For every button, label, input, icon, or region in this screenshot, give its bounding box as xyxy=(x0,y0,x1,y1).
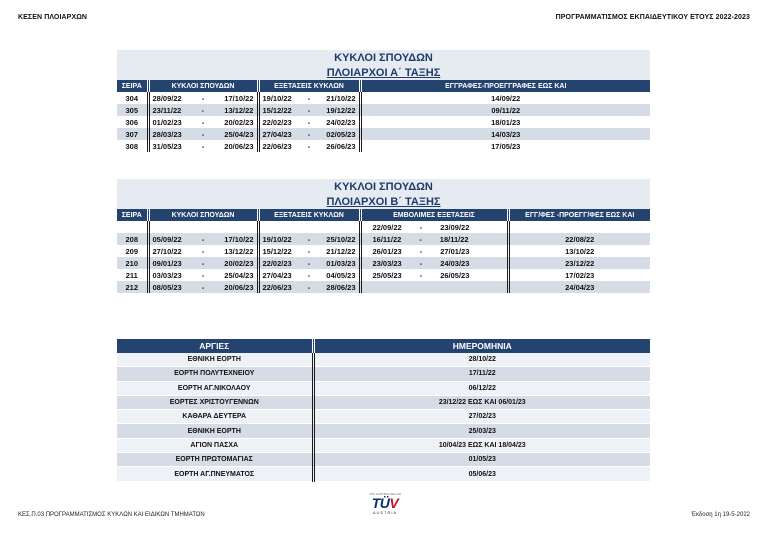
eggrafes-value: 24/04/23 xyxy=(565,282,595,292)
range-dash: - xyxy=(419,258,423,268)
emvolimes-cell-from: 23/03/23 xyxy=(372,258,402,268)
exetaseis-cell xyxy=(258,221,360,233)
seira-cell xyxy=(117,269,148,281)
seira-cell xyxy=(117,257,148,269)
eggrafes-value: 18/01/23 xyxy=(491,117,521,127)
exetaseis-cell-to: 19/12/22 xyxy=(326,105,356,115)
eggrafes-value: 09/11/22 xyxy=(491,105,521,115)
eggrafes-value: 22/08/22 xyxy=(565,234,595,244)
col-seira: ΣΕΙΡΑ xyxy=(117,80,148,92)
exetaseis-cell-from: 15/12/22 xyxy=(262,246,292,256)
eggrafes-cell xyxy=(508,221,650,233)
seira-value: 211 xyxy=(125,270,138,280)
seira-value: 307 xyxy=(125,129,138,139)
exetaseis-cell-to: 02/05/23 xyxy=(326,129,356,139)
kykloi-cell-to: 17/10/22 xyxy=(224,93,254,103)
seira-cell xyxy=(117,104,148,116)
exetaseis-cell-from: 22/06/23 xyxy=(262,141,292,151)
eggrafes-cell xyxy=(508,257,650,269)
kykloi-cell-from: 08/05/23 xyxy=(152,282,182,292)
eggrafes-cell xyxy=(360,116,650,128)
seira-cell xyxy=(117,116,148,128)
exetaseis-cell xyxy=(258,104,360,116)
range-dash: - xyxy=(201,129,205,139)
exetaseis-cell-to: 25/10/22 xyxy=(326,234,356,244)
kykloi-cell-from: 03/03/23 xyxy=(152,270,182,280)
holiday-date-cell xyxy=(313,367,650,381)
table-row xyxy=(117,245,650,257)
col-kykloi: ΚΥΚΛΟΙ ΣΠΟΥΔΩΝ xyxy=(148,80,258,92)
section-b xyxy=(117,179,650,293)
eggrafes-value: 23/12/22 xyxy=(565,258,595,268)
col-seira: ΣΕΙΡΑ xyxy=(117,209,148,221)
kykloi-cell-from: 31/05/23 xyxy=(152,141,182,151)
holiday-name: ΚΑΘΑΡΑ ΔΕΥΤΕΡΑ xyxy=(182,413,247,421)
kykloi-cell xyxy=(148,128,258,140)
section-b-title: ΚΥΚΛΟΙ ΣΠΟΥΔΩΝ xyxy=(334,181,433,193)
seira-value: 304 xyxy=(125,93,138,103)
holiday-date: 01/05/23 xyxy=(468,456,496,464)
range-dash: - xyxy=(307,105,311,115)
holiday-name: ΕΘΝΙΚΗ ΕΟΡΤΗ xyxy=(187,427,241,435)
kykloi-cell-to: 25/04/23 xyxy=(224,270,254,280)
holiday-date-cell xyxy=(313,395,650,409)
exetaseis-cell-from: 22/02/23 xyxy=(262,117,292,127)
kykloi-cell xyxy=(148,233,258,245)
holiday-date: 23/12/22 ΕΩΣ ΚΑΙ 06/01/23 xyxy=(438,399,526,407)
exetaseis-cell xyxy=(258,128,360,140)
seira-value: 308 xyxy=(125,141,138,151)
holiday-name-cell xyxy=(117,438,313,452)
exetaseis-cell-to: 24/02/23 xyxy=(326,117,356,127)
holiday-date: 10/04/23 ΕΩΣ ΚΑΙ 18/04/23 xyxy=(438,441,526,449)
emvolimes-cell xyxy=(360,233,508,245)
holiday-row xyxy=(117,395,650,409)
section-b-table xyxy=(117,209,650,293)
table-row xyxy=(117,128,650,140)
eggrafes-value: 17/02/23 xyxy=(565,270,595,280)
range-dash: - xyxy=(307,234,311,244)
range-dash: - xyxy=(201,270,205,280)
emvolimes-cell xyxy=(360,281,508,293)
kykloi-cell-from: 23/11/22 xyxy=(152,105,182,115)
col-eggrafes: ΕΓΓΡΑΦΕΣ-ΠΡΟΕΓΓΡΑΦΕΣ ΕΩΣ ΚΑΙ xyxy=(360,80,650,92)
section-a-table xyxy=(117,80,650,152)
eggrafes-cell xyxy=(360,104,650,116)
exetaseis-cell-from: 22/02/23 xyxy=(262,258,292,268)
eggrafes-cell xyxy=(360,92,650,104)
range-dash: - xyxy=(307,246,311,256)
kykloi-cell-from: 27/10/22 xyxy=(152,246,182,256)
holiday-date-cell xyxy=(313,438,650,452)
emvolimes-cell-from: 22/09/22 xyxy=(372,222,402,232)
table-row xyxy=(117,269,650,281)
kykloi-cell-to: 20/02/23 xyxy=(224,117,254,127)
range-dash: - xyxy=(201,105,205,115)
exetaseis-cell-from: 19/10/22 xyxy=(262,234,292,244)
holidays-table xyxy=(117,339,650,482)
exetaseis-cell xyxy=(258,140,360,152)
section-a xyxy=(117,50,650,152)
eggrafes-cell xyxy=(508,245,650,257)
eggrafes-value: 13/10/22 xyxy=(565,246,595,256)
exetaseis-cell xyxy=(258,269,360,281)
holiday-name-cell xyxy=(117,453,313,467)
col-eggrafes: ΕΓΓ/ΦΕΣ -ΠΡΟΕΓΓ/ΦΕΣ ΕΩΣ ΚΑΙ xyxy=(508,209,650,221)
seira-value: 306 xyxy=(125,117,138,127)
holiday-date: 05/06/23 xyxy=(468,470,496,478)
range-dash: - xyxy=(307,141,311,151)
holiday-name: ΕΘΝΙΚΗ ΕΟΡΤΗ xyxy=(187,356,241,364)
range-dash: - xyxy=(419,222,423,232)
emvolimes-cell-to: 24/03/23 xyxy=(440,258,470,268)
exetaseis-cell xyxy=(258,233,360,245)
range-dash: - xyxy=(201,234,205,244)
kykloi-cell xyxy=(148,269,258,281)
logo-small-text: TÜV AUSTRIA HELLAS xyxy=(369,492,401,496)
holiday-date-cell xyxy=(313,424,650,438)
exetaseis-cell-to: 04/05/23 xyxy=(326,270,356,280)
holiday-date: 27/02/23 xyxy=(468,413,496,421)
range-dash: - xyxy=(201,246,205,256)
section-a-title: ΚΥΚΛΟΙ ΣΠΟΥΔΩΝ xyxy=(334,52,433,64)
emvolimes-cell-to: 27/01/23 xyxy=(440,246,470,256)
holiday-name: ΕΟΡΤΗ ΠΡΩΤΟΜΑΓΙΑΣ xyxy=(175,456,253,464)
holiday-row xyxy=(117,438,650,452)
emvolimes-cell xyxy=(360,245,508,257)
exetaseis-cell xyxy=(258,281,360,293)
section-b-title-band xyxy=(117,179,650,209)
exetaseis-cell-to: 21/10/22 xyxy=(326,93,356,103)
exetaseis-cell-to: 26/06/23 xyxy=(326,141,356,151)
seira-value: 209 xyxy=(125,246,138,256)
range-dash: - xyxy=(201,258,205,268)
holiday-name-cell xyxy=(117,424,313,438)
holiday-row xyxy=(117,467,650,481)
range-dash: - xyxy=(307,93,311,103)
kykloi-cell-to: 17/10/22 xyxy=(224,234,254,244)
logo-mark: TÜV xyxy=(371,495,399,511)
holiday-date: 06/12/22 xyxy=(468,384,496,392)
holiday-name-cell xyxy=(117,367,313,381)
range-dash: - xyxy=(201,282,205,292)
exetaseis-cell-from: 19/10/22 xyxy=(262,93,292,103)
table-row xyxy=(117,281,650,293)
holiday-date-cell xyxy=(313,467,650,481)
exetaseis-cell xyxy=(258,92,360,104)
eggrafes-cell xyxy=(508,233,650,245)
footer-left: ΚΕΣ.Π.03 ΠΡΟΓΡΑΜΜΑΤΙΣΜΟΣ ΚΥΚΛΩΝ ΚΑΙ ΕΙΔΙΚΩΝ ΤΜΗΜΑΤΩΝ xyxy=(18,512,205,518)
kykloi-cell xyxy=(148,281,258,293)
table-row xyxy=(117,140,650,152)
table-row xyxy=(117,104,650,116)
range-dash: - xyxy=(201,117,205,127)
header-right: ΠΡΟΓΡΑΜΜΑΤΙΣΜΟΣ ΕΚΠΑΙΔΕΥΤΙΚΟΥ ΕΤΟΥΣ 2022-2023 xyxy=(555,14,750,21)
holiday-date-cell xyxy=(313,453,650,467)
exetaseis-cell-from: 15/12/22 xyxy=(262,105,292,115)
exetaseis-cell-to: 01/03/23 xyxy=(326,258,356,268)
range-dash: - xyxy=(201,93,205,103)
range-dash: - xyxy=(307,270,311,280)
section-a-title-band xyxy=(117,50,650,80)
holiday-name-cell xyxy=(117,467,313,481)
holiday-name-cell xyxy=(117,410,313,424)
exetaseis-cell-from: 27/04/23 xyxy=(262,129,292,139)
kykloi-cell-to: 20/02/23 xyxy=(224,258,254,268)
eggrafes-cell xyxy=(360,128,650,140)
seira-value: 212 xyxy=(125,282,138,292)
kykloi-cell xyxy=(148,245,258,257)
seira-cell xyxy=(117,233,148,245)
kykloi-cell-from: 28/03/23 xyxy=(152,129,182,139)
range-dash: - xyxy=(201,141,205,151)
holiday-date-cell xyxy=(313,353,650,367)
holiday-row xyxy=(117,381,650,395)
holiday-row xyxy=(117,353,650,367)
table-row xyxy=(117,257,650,269)
kykloi-cell-from: 28/09/22 xyxy=(152,93,182,103)
emvolimes-cell xyxy=(360,257,508,269)
emvolimes-cell xyxy=(360,269,508,281)
holiday-name-cell xyxy=(117,395,313,409)
kykloi-cell-to: 20/06/23 xyxy=(224,282,254,292)
seira-value: 210 xyxy=(125,258,138,268)
holiday-date: 25/03/23 xyxy=(468,427,496,435)
emvolimes-cell xyxy=(360,221,508,233)
exetaseis-cell-to: 21/12/22 xyxy=(326,246,356,256)
kykloi-cell-from: 01/02/23 xyxy=(152,117,182,127)
col-imerominia: ΗΜΕΡΟΜΗΝΙΑ xyxy=(313,339,650,353)
kykloi-cell-to: 25/04/23 xyxy=(224,129,254,139)
seira-cell xyxy=(117,245,148,257)
section-b-subtitle: ΠΛΟΙΑΡΧΟΙ Β΄ ΤΑΞΗΣ xyxy=(326,196,441,208)
kykloi-cell xyxy=(148,104,258,116)
holiday-row xyxy=(117,367,650,381)
seira-value: 208 xyxy=(125,234,138,244)
kykloi-cell-to: 13/12/22 xyxy=(224,105,254,115)
kykloi-cell-from: 09/01/23 xyxy=(152,258,182,268)
col-exetaseis: ΕΞΕΤΑΣΕΙΣ ΚΥΚΛΩΝ xyxy=(258,80,360,92)
holiday-name: ΕΟΡΤΕΣ ΧΡΙΣΤΟΥΓΕΝΝΩΝ xyxy=(169,399,259,407)
exetaseis-cell-from: 22/06/23 xyxy=(262,282,292,292)
holiday-name: ΕΟΡΤΗ ΑΓ.ΠΝΕΥΜΑΤΟΣ xyxy=(174,470,255,478)
seira-value: 305 xyxy=(125,105,138,115)
holiday-date-cell xyxy=(313,381,650,395)
range-dash: - xyxy=(307,282,311,292)
holiday-name: ΑΓΙΟΝ ΠΑΣΧΑ xyxy=(190,441,239,449)
holiday-row xyxy=(117,424,650,438)
table-row xyxy=(117,221,650,233)
col-argies: ΑΡΓΙΕΣ xyxy=(117,339,313,353)
emvolimes-cell-to: 18/11/22 xyxy=(439,234,469,244)
holiday-name-cell xyxy=(117,353,313,367)
eggrafes-cell xyxy=(508,269,650,281)
holiday-name: ΕΟΡΤΗ ΑΓ.ΝΙΚΟΛΑΟΥ xyxy=(177,384,251,392)
seira-cell xyxy=(117,140,148,152)
eggrafes-value: 17/05/23 xyxy=(491,141,521,151)
seira-cell xyxy=(117,221,148,233)
kykloi-cell-from: 05/09/22 xyxy=(152,234,182,244)
emvolimes-cell-from: 25/05/23 xyxy=(372,270,402,280)
section-a-subtitle: ΠΛΟΙΑΡΧΟΙ Α΄ ΤΑΞΗΣ xyxy=(326,67,441,79)
eggrafes-cell xyxy=(508,281,650,293)
table-row xyxy=(117,116,650,128)
tuv-austria-logo xyxy=(366,492,404,524)
range-dash: - xyxy=(419,234,422,244)
emvolimes-cell-from: 16/11/22 xyxy=(372,234,402,244)
range-dash: - xyxy=(307,129,311,139)
exetaseis-cell xyxy=(258,245,360,257)
holiday-date-cell xyxy=(313,410,650,424)
holiday-name-cell xyxy=(117,381,313,395)
eggrafes-value: 14/09/22 xyxy=(491,93,521,103)
kykloi-cell xyxy=(148,116,258,128)
col-emvolimes: ΕΜΒΟΛΙΜΕΣ ΕΞΕΤΑΣΕΙΣ xyxy=(360,209,508,221)
logo-sub-text: AUSTRIA xyxy=(372,510,398,515)
seira-cell xyxy=(117,92,148,104)
exetaseis-cell-from: 27/04/23 xyxy=(262,270,292,280)
kykloi-cell xyxy=(148,140,258,152)
kykloi-cell xyxy=(148,92,258,104)
range-dash: - xyxy=(307,258,311,268)
table-row xyxy=(117,233,650,245)
exetaseis-cell xyxy=(258,257,360,269)
emvolimes-cell-to: 26/05/23 xyxy=(440,270,470,280)
kykloi-cell-to: 20/06/23 xyxy=(224,141,254,151)
table-row xyxy=(117,92,650,104)
col-kykloi: ΚΥΚΛΟΙ ΣΠΟΥΔΩΝ xyxy=(148,209,258,221)
holiday-date: 28/10/22 xyxy=(468,356,496,364)
eggrafes-cell xyxy=(360,140,650,152)
exetaseis-cell xyxy=(258,116,360,128)
holiday-row xyxy=(117,453,650,467)
exetaseis-cell-to: 28/06/23 xyxy=(326,282,356,292)
kykloi-cell-to: 13/12/22 xyxy=(224,246,254,256)
eggrafes-value: 14/03/23 xyxy=(491,129,521,139)
range-dash: - xyxy=(419,246,423,256)
holiday-date: 17/11/22 xyxy=(468,370,496,378)
holiday-row xyxy=(117,410,650,424)
seira-cell xyxy=(117,281,148,293)
header-left: ΚΕΣΕΝ ΠΛΟΙΑΡΧΩΝ xyxy=(18,14,88,21)
holiday-name: ΕΟΡΤΗ ΠΟΛΥΤΕΧΝΕΙΟΥ xyxy=(174,370,255,378)
emvolimes-cell-from: 26/01/23 xyxy=(372,246,402,256)
col-exetaseis: ΕΞΕΤΑΣΕΙΣ ΚΥΚΛΩΝ xyxy=(258,209,360,221)
range-dash: - xyxy=(307,117,311,127)
footer-right: Έκδοση 1η 19-5-2022 xyxy=(691,512,750,518)
kykloi-cell xyxy=(148,221,258,233)
seira-cell xyxy=(117,128,148,140)
emvolimes-cell-to: 23/09/22 xyxy=(440,222,470,232)
range-dash: - xyxy=(419,270,423,280)
kykloi-cell xyxy=(148,257,258,269)
